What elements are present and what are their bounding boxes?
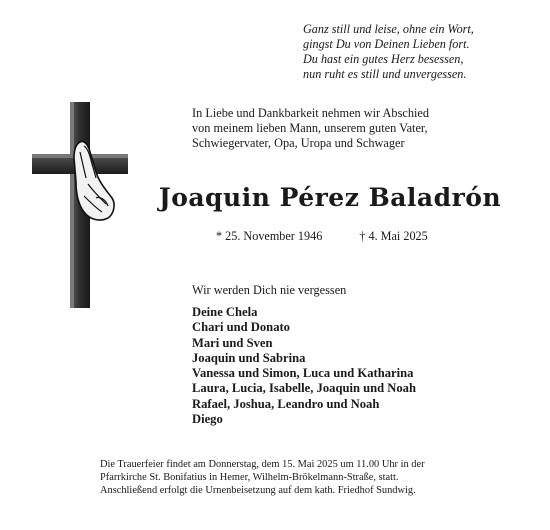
poem-line: Ganz still und leise, ohne ein Wort, <box>303 22 474 36</box>
poem-line: Du hast ein gutes Herz besessen, <box>303 52 464 66</box>
mourner-line: Joaquin und Sabrina <box>192 350 306 365</box>
intro-line: von meinem lieben Mann, unserem guten Vater, <box>192 121 428 135</box>
funeral-line: Anschließend erfolgt die Urnenbeisetzung auf dem kath. Friedhof Sundwig. <box>100 484 416 496</box>
poem-line: nun ruht es still und unvergessen. <box>303 67 467 81</box>
mourner-line: Mari und Sven <box>192 335 273 350</box>
funeral-notice <box>100 459 510 497</box>
poem <box>303 22 543 82</box>
intro-line: In Liebe und Dankbarkeit nehmen wir Abschied <box>192 106 429 120</box>
cross-with-praying-hands-icon <box>32 102 128 308</box>
funeral-line: Pfarrkirche St. Bonifatius in Hemer, Wilhelm-Brökelmann-Straße, statt. <box>100 471 399 483</box>
deceased-name: Joaquin Pérez Baladrón <box>158 183 502 212</box>
mourner-line: Rafael, Joshua, Leandro und Noah <box>192 396 380 411</box>
mourner-line: Diego <box>192 412 223 427</box>
funeral-line: Die Trauerfeier findet am Donnerstag, dem 15. Mai 2025 um 11.00 Uhr in der <box>100 459 425 470</box>
death-date: † 4. Mai 2025 <box>359 229 428 243</box>
mourners-list <box>192 305 416 427</box>
mourner-line: Chari und Donato <box>192 320 290 335</box>
intro-line: Schwiegervater, Opa, Uropa und Schwager <box>192 136 405 150</box>
birth-date: * 25. November 1946 <box>216 229 323 243</box>
remembrance-line: Wir werden Dich nie vergessen <box>192 283 347 297</box>
intro-text <box>192 106 512 151</box>
mourner-line: Deine Chela <box>192 305 258 319</box>
mourner-line: Laura, Lucia, Isabelle, Joaquin und Noah <box>192 381 416 396</box>
mourner-line: Vanessa und Simon, Luca und Katharina <box>192 366 414 381</box>
poem-line: gingst Du von Deinen Lieben fort. <box>303 37 470 51</box>
life-dates <box>216 229 428 244</box>
